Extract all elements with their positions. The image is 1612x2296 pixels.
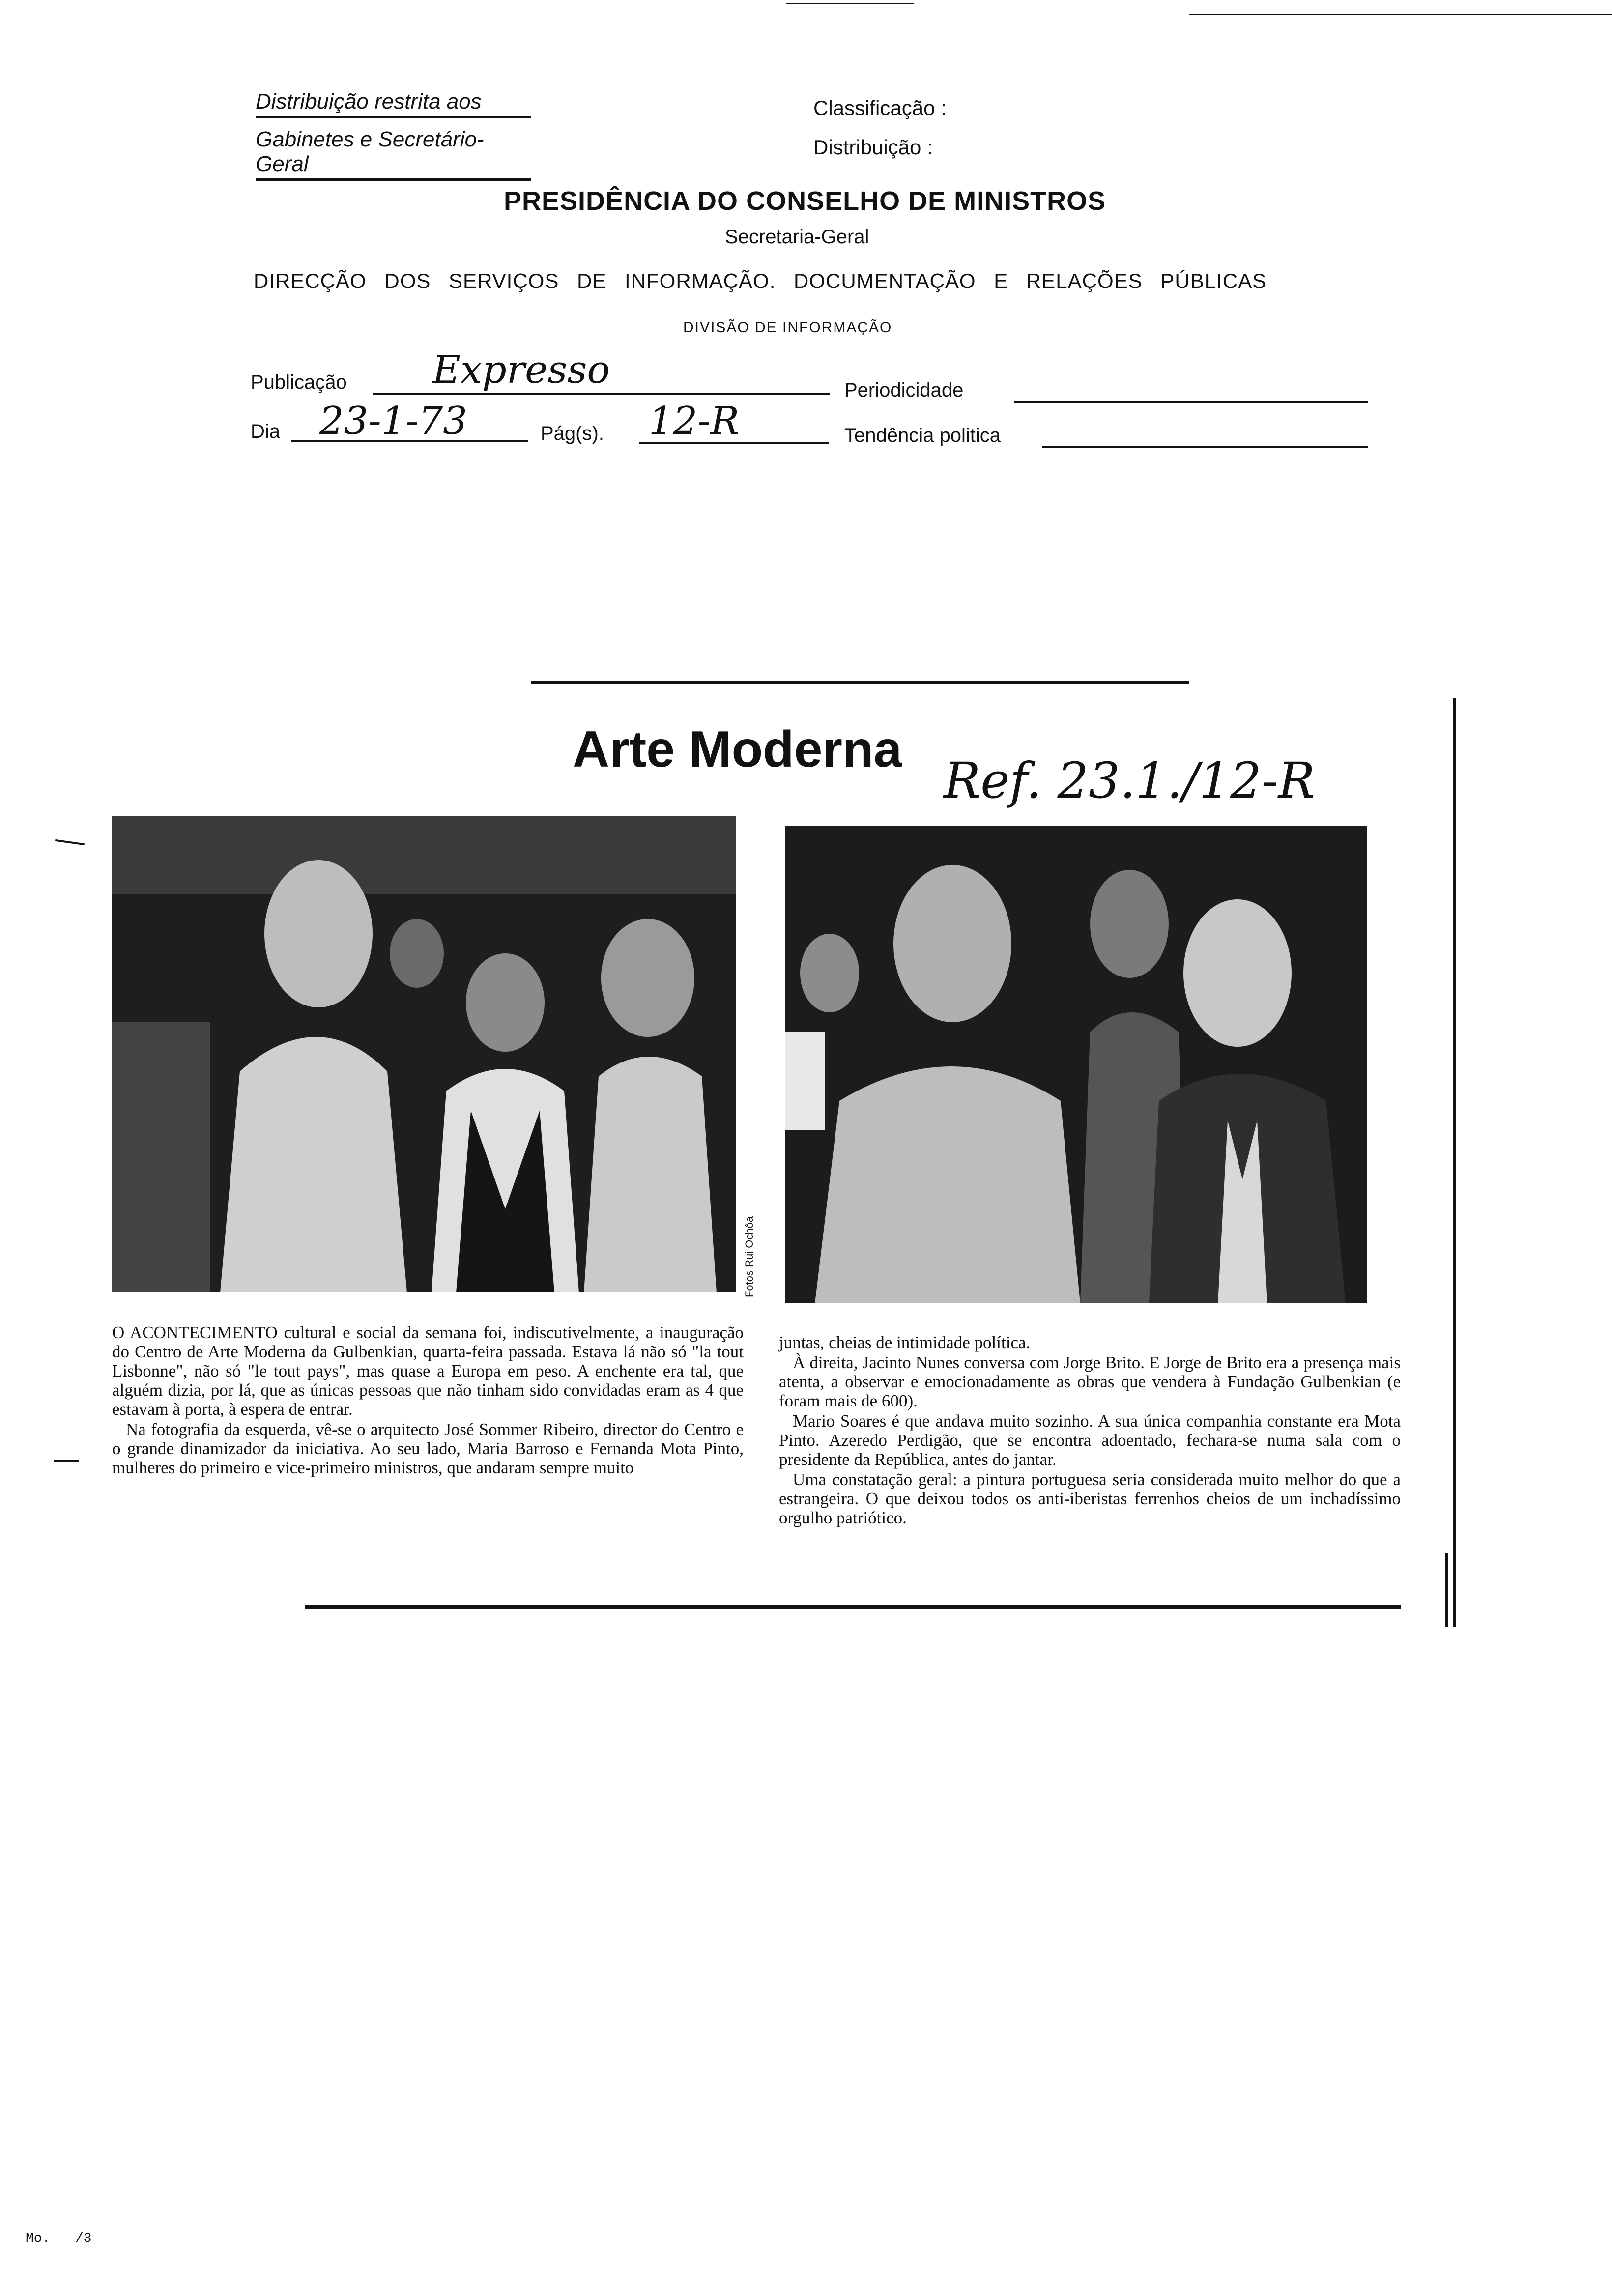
article-paragraph: Uma constatação geral: a pintura portuguesa seria considerada muito melhor do que a estrangeira. O que deixou todos os anti-iberistas ferrenhos cheios de um inchadíssimo orgulho patriótico. — [779, 1470, 1401, 1527]
classification-label: Classificação : — [813, 96, 947, 119]
article-paragraph: juntas, cheias de intimidade política. — [779, 1333, 1031, 1352]
article-paragraph: À direita, Jacinto Nunes conversa com Jorge Brito. E Jorge de Brito era a presença mais atenta, a observar e emocionadamente as obras que vendera à Fundação Gulbenkian (e foram mais de 600). — [779, 1353, 1401, 1410]
clipping-right-border-2 — [1445, 1553, 1448, 1627]
periodicity-line — [1014, 401, 1368, 403]
restricted-line-2: Gabinetes e Secretário-Geral — [256, 127, 531, 181]
clipping-bottom-rule — [305, 1605, 1401, 1609]
photo-credit: Fotos Rui Ochôa — [743, 1216, 755, 1297]
pages-label: Pág(s). — [541, 423, 604, 444]
publication-line — [373, 393, 830, 395]
article-paragraph: Mario Soares é que andava muito sozinho. A sua única companhia constante era Mota Pinto. Azeredo Perdigão, que se encontra adoentado, fechara-se numa sala com o presidente da República, antes do jantar. — [779, 1411, 1401, 1469]
scan-mark-top — [786, 3, 914, 4]
handwritten-reference: Ref. 23.1./12-R — [944, 752, 1315, 809]
periodicity-label: Periodicidade — [844, 379, 964, 401]
article-headline: Arte Moderna — [573, 721, 902, 778]
photo-left — [112, 816, 736, 1292]
pages-handwritten-value: 12-R — [649, 399, 740, 443]
photo-right — [785, 826, 1367, 1303]
restricted-line-1: Distribuição restrita aos — [256, 89, 531, 118]
division-label: DIVISÃO DE INFORMAÇÃO — [683, 319, 892, 336]
article-paragraph: O ACONTECIMENTO cultural e social da semana foi, indiscutivelmente, a inauguração do Centro de Arte Moderna da Gulbenkian, quarta-feira passada. Estava lá não só "la tout Lisbonne", não só "le tout pays", mas quase a Europa em peso. A enchente era tal, que alguém dizia, por lá, que as únicas pessoas que não tinham sido convidadas eram as 4 que estavam à porta, à espera de entrar. — [112, 1323, 744, 1419]
clipping-right-border — [1453, 698, 1456, 1627]
tendency-label: Tendência politica — [844, 425, 1001, 446]
restricted-distribution-note — [256, 89, 531, 181]
directorate-line: DIRECÇÃO DOS SERVIÇOS DE INFORMAÇÃO. DOCUMENTAÇÃO E RELAÇÕES PÚBLICAS — [254, 269, 1267, 292]
day-label: Dia — [251, 421, 281, 442]
day-handwritten-value: 23-1-73 — [319, 399, 467, 443]
margin-mark — [54, 1460, 79, 1462]
margin-mark — [55, 839, 85, 845]
page-subtitle: Secretaria-Geral — [725, 226, 869, 248]
clipping-top-rule — [531, 681, 1189, 684]
article-column-right — [779, 1333, 1401, 1528]
article-column-left — [112, 1323, 744, 1478]
publication-handwritten-value: Expresso — [432, 348, 610, 392]
publication-label: Publicação — [251, 372, 347, 393]
article-paragraph: Na fotografia da esquerda, vê-se o arquitecto José Sommer Ribeiro, director do Centro e o grande dinamizador da iniciativa. Ao seu lado, Maria Barroso e Fernanda Mota Pinto, mulheres do primeiro e vice-primeiro ministros, que andaram sempre muito — [112, 1420, 744, 1477]
tendency-line — [1042, 446, 1368, 448]
photo-right-image — [785, 826, 1367, 1303]
photo-left-image — [112, 816, 736, 1292]
page-title: PRESIDÊNCIA DO CONSELHO DE MINISTROS — [504, 186, 1106, 216]
distribution-label: Distribuição : — [813, 136, 933, 159]
form-code: Mo. /3 — [26, 2231, 92, 2246]
scan-mark-top-right — [1189, 14, 1612, 15]
